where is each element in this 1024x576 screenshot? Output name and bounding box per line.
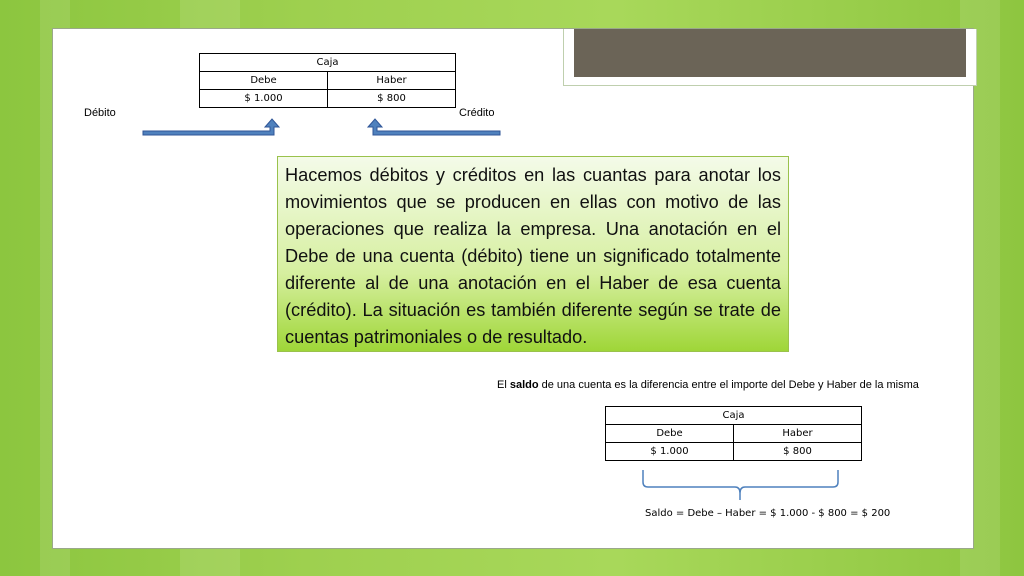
table-title: Caja <box>200 54 456 72</box>
saldo-formula: Saldo = Debe – Haber = $ 1.000 - $ 800 = $ 200 <box>645 508 891 519</box>
column-header-haber: Haber <box>734 425 862 443</box>
credito-label: Crédito <box>459 107 495 119</box>
saldo-suffix: de una cuenta es la diferencia entre el importe del Debe y Haber de la misma <box>538 379 919 391</box>
credito-arrow <box>368 119 500 135</box>
saldo-brace <box>643 470 838 500</box>
saldo-keyword: saldo <box>509 379 539 391</box>
haber-value: $ 800 <box>734 443 862 461</box>
column-header-debe: Debe <box>606 425 734 443</box>
explanation-text-box: Hacemos débitos y créditos en las cuantas para anotar los movimientos que se producen en ellas con motivo de las operaciones que realiza la empresa. Una anotación en el Debe de una cuenta (débito) tiene un significado totalmente diferente al de una anotación en el Haber de esa cuenta (crédito). La situación es también diferente según se trate de cuentas patrimoniales o de resultado. <box>277 156 789 352</box>
table-title: Caja <box>606 407 862 425</box>
saldo-prefix: El <box>497 379 510 391</box>
debe-value: $ 1.000 <box>606 443 734 461</box>
debito-label: Débito <box>84 107 116 119</box>
haber-value: $ 800 <box>328 90 456 108</box>
column-header-debe: Debe <box>200 72 328 90</box>
column-header-haber: Haber <box>328 72 456 90</box>
debito-arrow <box>143 119 279 135</box>
saldo-definition <box>497 379 919 391</box>
debe-value: $ 1.000 <box>200 90 328 108</box>
